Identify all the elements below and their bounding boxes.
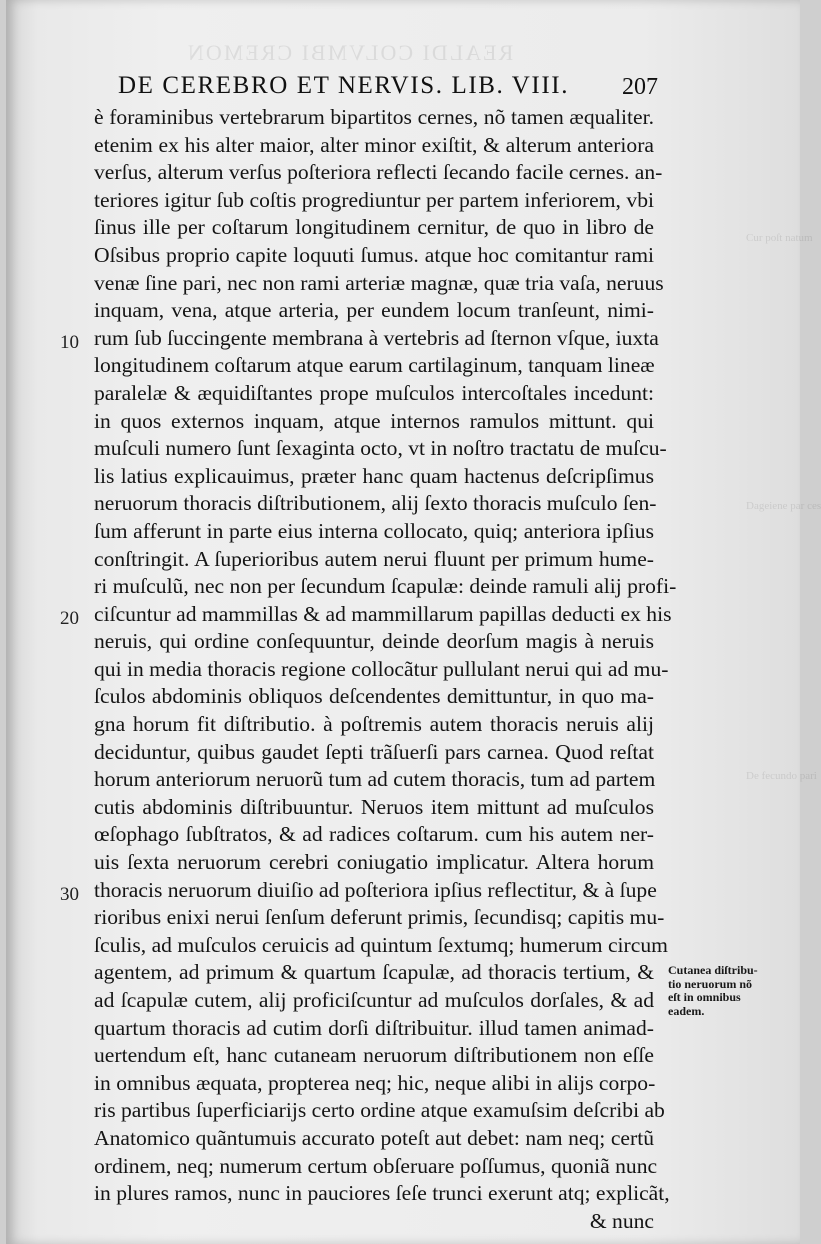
text-line: ſculos abdominis obliquos deſcendentes demittuntur, in quo ma- — [94, 684, 654, 709]
text-line: œſophago ſubſtratos, & ad radices coſtarum. cum his autem ner- — [94, 822, 654, 847]
text-line: qui in media thoracis regione collocãtur pullulant nerui qui ad mu- — [94, 656, 669, 681]
text-line: in quos externos inquam, atque internos ramulos mittunt. qui — [94, 408, 654, 433]
text-line: gna horum fit diſtributio. à poſtremis autem thoracis neruis alij — [94, 712, 654, 737]
text-line: muſculi numero ſunt ſexaginta octo, vt in noſtro tractatu de muſcu- — [94, 436, 667, 461]
catchword: & nunc — [589, 1208, 654, 1233]
text-line: ciſcuntur ad mammillas & ad mammillarum papillas deducti ex his — [94, 601, 672, 626]
text-line: ſum afferunt in parte eius interna collocato, quiq; anteriora ipſius — [94, 518, 654, 543]
line-number: 10 — [60, 332, 79, 353]
text-line: ris partibus ſuperficiarijs certo ordine atque examuſsim deſcribi ab — [94, 1098, 665, 1123]
text-line: horum anteriorum neruorũ tum ad cutem thoracis, tum ad partem — [94, 767, 656, 792]
text-line: conſtringit. A ſuperioribus autem nerui fluunt per primum hume- — [94, 546, 654, 571]
text-line: rum ſub ſuccingente membrana à vertebris ad ſternon vſque, iuxta — [94, 325, 659, 350]
text-line: uertendum eſt, hanc cutaneam neruorum diſtributionem non eſſe — [94, 1043, 654, 1068]
running-title: DE CEREBRO ET NERVIS. LIB. VIII. — [118, 72, 570, 99]
text-line: venæ ſine pari, nec non rami arteriæ magnæ, quæ tria vaſa, neruus — [94, 270, 664, 295]
show-through-note: Dageiene par ces — [746, 500, 821, 512]
text-line: paralelæ & æquidiſtantes prope muſculos intercoſtales incedunt: — [94, 380, 654, 405]
text-line: cutis abdominis diſtribuuntur. Neruos item mittunt ad muſculos — [94, 794, 654, 819]
margin-note — [668, 964, 798, 1018]
text-line: in plures ramos, nunc in pauciores ſeſe trunci exerunt atq; explicãt, — [94, 1181, 670, 1206]
margin-note-line: tio neruorum nõ — [668, 976, 752, 991]
text-line: thoracis neruorum diuiſio ad poſteriora ipſius reflectitur, & à ſupe — [94, 877, 657, 902]
text-line: lis latius explicauimus, præter hanc quam hactenus deſcripſimus — [94, 463, 654, 488]
text-line: neruis, qui ordine conſequuntur, deinde deorſum magis à neruis — [94, 629, 654, 654]
text-line: agentem, ad primum & quartum ſcapulæ, ad thoracis tertium, & — [94, 960, 654, 985]
text-line: verſus, alterum verſus poſteriora reflecti ſecando facile cernes. an- — [94, 160, 663, 185]
text-line: ad ſcapulæ cutem, alij proficiſcuntur ad muſculos dorſales, & ad — [94, 988, 654, 1012]
text-line: deciduntur, quibus gaudet ſepti trãſuerſi pars carnea. Quod reſtat — [94, 739, 654, 764]
margin-note-line: eſt in omnibus — [668, 990, 741, 1004]
text-line: etenim ex his alter maior, alter minor exiſtit, & alterum anteriora — [94, 132, 654, 157]
margin-note-line: Cutanea diſtribu- — [668, 963, 758, 977]
text-line: Anatomico quãntumuis accurato poteſt aut debet: nam neq; certũ — [94, 1125, 654, 1150]
show-through-note: De fecundo pari — [746, 770, 817, 782]
text-line: ri muſculũ, nec non per ſecundum ſcapulæ: deinde ramuli alij profi- — [94, 574, 677, 599]
line-number: 30 — [60, 884, 79, 905]
book-page — [6, 0, 821, 1244]
page-header — [118, 72, 658, 108]
text-line: quartum thoracis ad cutim dorſi diſtribuitur. illud tamen animad- — [94, 1015, 654, 1040]
page-number: 207 — [622, 74, 658, 100]
text-line: uis ſexta neruorum cerebri coniugatio implicatur. Altera horum — [94, 850, 654, 875]
text-line: in omnibus æquata, propterea neq; hic, neque alibi in alijs corpo- — [94, 1070, 656, 1095]
text-line: ordinem, neq; numerum certum obſeruare poſſumus, quoniã nunc — [94, 1153, 658, 1178]
main-text-block — [94, 104, 677, 1235]
show-through-text: REALDI COLVMBI CREMON — [186, 40, 514, 65]
text-line: Oſsibus proprio capite loquuti ſumus. atque hoc comitantur rami — [94, 242, 654, 267]
text-line: neruorum thoracis diſtributionem, alij ſexto thoracis muſculo ſen- — [94, 491, 657, 516]
margin-note-line: eadem. — [668, 1003, 705, 1018]
text-line: longitudinem coſtarum atque earum cartilaginum, tanquam lineæ — [94, 353, 655, 378]
text-line: teriores igitur ſub coſtis progrediuntur per partem inferiorem, vbi — [94, 187, 654, 212]
text-line: inquam, vena, atque arteria, per eundem locum tranſeunt, nimi- — [94, 298, 654, 323]
text-line: ſculis, ad muſculos ceruicis ad quintum ſextumq; humerum circum — [94, 932, 668, 957]
line-number: 20 — [60, 608, 79, 629]
show-through-note: Cur poſt natum — [746, 232, 813, 244]
text-line: ſinus ille per coſtarum longitudinem cernitur, de quo in libro de — [94, 215, 654, 240]
text-line: rioribus enixi nerui ſenſum deferunt primis, ſecundisq; capitis mu- — [94, 905, 665, 930]
text-line: è foraminibus vertebrarum bipartitos cernes, nõ tamen æqualiter. — [94, 105, 654, 129]
